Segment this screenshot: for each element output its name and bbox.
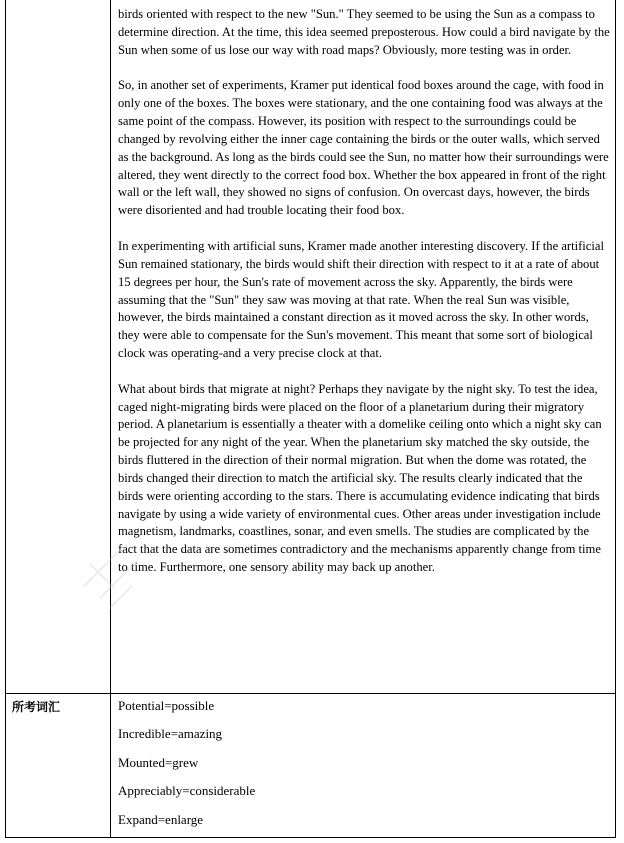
vocab-item: Expand=enlarge	[118, 811, 204, 827]
document-table	[5, 0, 616, 838]
vocab-cell	[111, 694, 615, 837]
vocab-row	[6, 694, 615, 837]
passage-paragraph-2: So, in another set of experiments, Kramer put identical food boxes around the cage, with food in only one of the boxes. The boxes were stationary, and the one containing food was always at the same point of the compass. However, its position with respect to the surroundings could be changed by revolving either the inner cage containing the birds or the outer walls, which served as the background. As long as the birds could see the Sun, no matter how their surroundings were altered, they went directly to the correct food box. Whether the box appeared in front of the right wall or the left wall, they showed no signs of confusion. On overcast days, however, the birds were disoriented and had trouble locating their food box.	[118, 78, 609, 218]
vocab-item: Incredible=amazing	[118, 726, 223, 742]
vocab-label: 所考词汇	[12, 700, 61, 714]
passage-paragraph-4: What about birds that migrate at night? Perhaps they navigate by the night sky. To test the idea, caged night-migrating birds were placed on the floor of a planetarium during their migratory period. A planetarium is essentially a theater with a domelike ceiling onto which a night sky can be projected for any night of the year. When the planetarium sky matched the sky outside, the birds fluttered in the direction of their normal migration. But when the dome was rotated, the birds changed their direction to match the artificial sky. The results clearly indicated that the birds were orienting according to the stars. There is accumulating evidence indicating that birds navigate by using a wide variety of environmental cues. Other areas under investigation include magnetism, landmarks, coastlines, sonar, and even smells. The studies are complicated by the fact that the data are sometimes contradictory and the mechanisms apparently change from time to time. Furthermore, one sensory ability may back up another.	[118, 381, 602, 575]
vocab-item: Potential=possible	[118, 698, 215, 713]
vocab-item: Appreciably=considerable	[118, 783, 256, 799]
passage-cell	[111, 0, 615, 693]
vocab-label-cell	[6, 694, 111, 837]
vocab-item: Mounted=grew	[118, 754, 199, 770]
passage-paragraph-3: In experimenting with artificial suns, Kramer made another interesting discovery. If the artificial Sun remained stationary, the birds would shift their direction with respect to it at a rate of about 15 degrees per hour, the Sun's rate of movement across the sky. Apparently, the birds were assuming that the "Sun" they saw was moving at that rate. When the real Sun was visible, however, the birds maintained a constant direction as it moved across the sky. In other words, they were able to compensate for the Sun's movement. This meant that some sort of biological clock was operating-and a very precise clock at that.	[118, 238, 604, 361]
passage-text	[118, 6, 610, 595]
passage-paragraph-1: birds oriented with respect to the new "Sun." They seemed to be using the Sun as a compass to determine direction. At the time, this idea seemed preposterous. How could a bird navigate by the Sun when some of us lose our way with road maps? Obviously, more testing was in order.	[118, 7, 610, 57]
vocab-list	[118, 697, 255, 839]
watermark-glyph	[70, 528, 150, 618]
